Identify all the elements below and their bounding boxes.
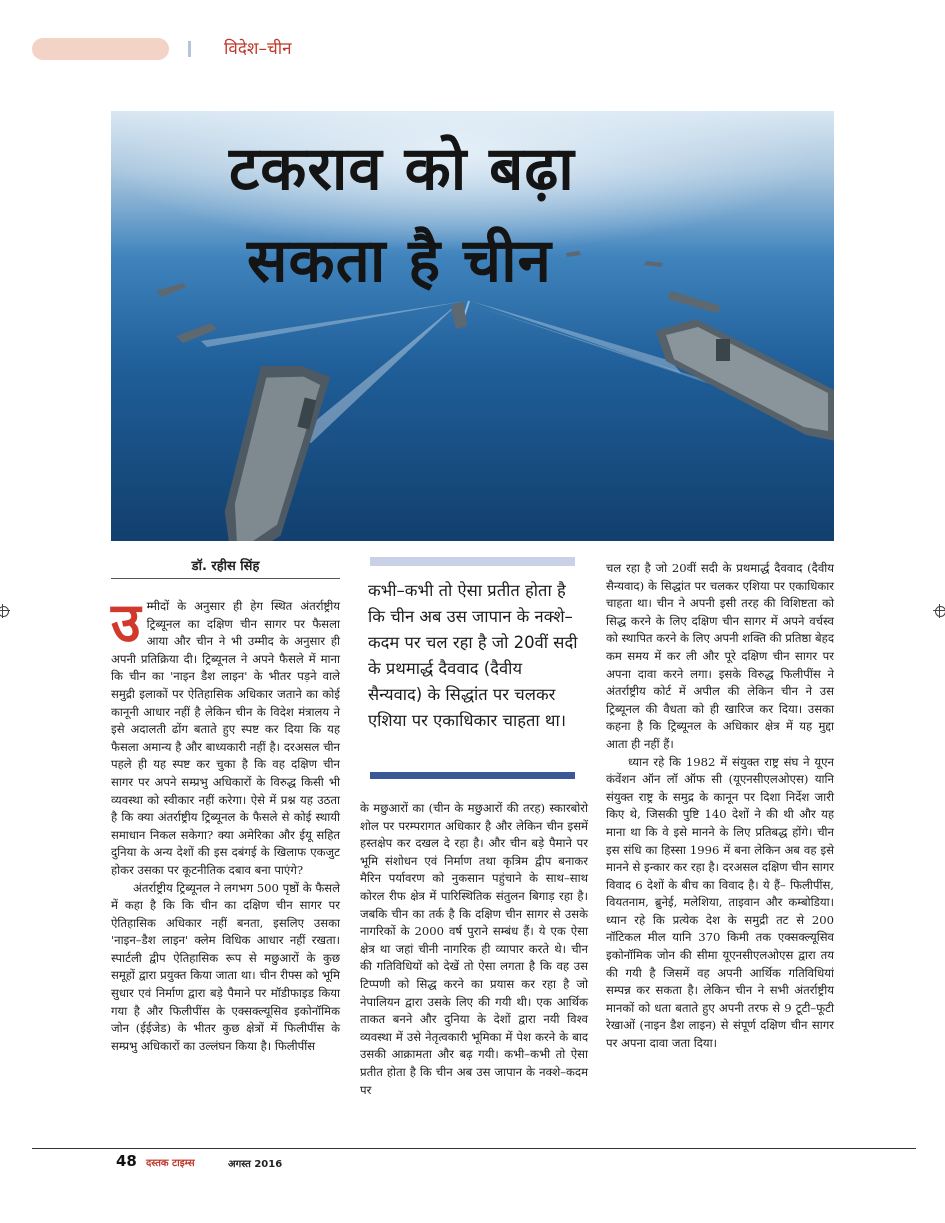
hero-image [111,111,834,541]
column-3-paragraph-2: ध्यान रहे कि 1982 में संयुक्त राष्ट्र संघ ने यूएन कंवेंशन ऑन लॉ ऑफ सी (यूएनसीएलओएस) यानि संयुक्त राष्ट्र के समुद्र के कानून पर दिशा निर्देश जारी किए थे, जिसकी पुष्टि 140 देशों ने की थी और यह माना था कि वे इसे मानने के लिए प्रतिबद्ध होंगे। चीन इस संधि का हिस्सा 1996 में बना लेकिन अब वह इसे मानने से इन्कार कर रहा है। दरअसल दक्षिण चीन सागर विवाद 6 देशों के बीच का विवाद है। ये हैं– फिलीपींस, वियतनाम, ब्रुनेई, मलेशिया, ताइवान और कम्बोडिया। ध्यान रहे कि प्रत्येक देश के समुद्री तट से 200 नॉटिकल मील यानि 370 किमी तक एक्सक्ल्यूसिव इकोनॉमिक जोन की सीमा यूएनसीएलओएस द्वारा तय की गयी है जिसमें वह अपनी आर्थिक गतिविधियां सम्पन्न कर सकता है। लेकिन चीन ने सभी अंतर्राष्ट्रीय मानकों को धता बताते हुए अपनी तरफ से 9 टूटी–फूटी रेखाओं (नाइन डैश लाइन) से संपूर्ण दक्षिण चीन सागर पर अपना दावा जता दिया। [606,754,834,1051]
aircraft-carrier-right [656,319,834,441]
registration-mark-icon [0,604,10,618]
article-column-2 [360,800,588,1099]
drop-cap: उ [111,591,141,654]
headline-line-2: सकता है चीन [247,226,552,296]
pull-quote: कभी–कभी तो ऐसा प्रतीत होता है कि चीन अब उस जापान के नक्शे–कदम पर चल रहा है जो 20वीं सदी के प्रथमार्द्ध दैववाद (दैवीय सैन्यवाद) के सिद्धांत पर चलकर एशिया पर एकाधिकार चाहता था। [368,581,578,730]
pullquote-bottom-bar [370,772,575,779]
headline-line-1: टकराव को बढ़ा [229,134,575,204]
issue-date: अगस्त 2016 [228,1159,283,1170]
page-number: 48 [116,1152,137,1170]
column-2-paragraph-1: के मछुआरों का (चीन के मछुआरों की तरह) स्कारबोरो शोल पर परम्परागत अधिकार है और लेकिन चीन इसमें हस्तक्षेप कर दखल दे रहा है। और चीन बड़े पैमाने पर भूमि संशोधन एवं निर्माण तथा कृत्रिम द्वीप बनाकर मैरिन पर्यावरण को नुकसान पहुंचाने के साथ–साथ कोरल रीफ क्षेत्र में पारिस्थितिक संतुलन बिगाड़ रहा है। जबकि चीन का तर्क है कि दक्षिण चीन सागर से उसके नागरिकों के 2000 वर्ष पुराने सम्बंध हैं। ये एक ऐसा क्षेत्र था जहां चीनी नागरिक ही व्यापार करते थे। चीन की गतिविधियों को देखें तो ऐसा लगता है कि वह उस टिप्पणी को सिद्ध करने का प्रयास कर रहा है जो नेपालियन द्वारा उसके लिए की गयी थी। एक आर्थिक ताकत बनने और दुनिया के देशों द्वारा नयी विश्व व्यवस्था में उसे नेतृत्वकारी भूमिका में पेश करने के बाद उसकी आक्रामता और बढ़ गयी। कभी–कभी तो ऐसा प्रतीत होता है कि चीन अब उस जापान के नक्शे–कदम पर [360,801,588,1097]
section-label: विदेश–चीन [224,39,292,59]
column-1-paragraph-2: अंतर्राष्ट्रीय ट्रिब्यूनल ने लगभग 500 पृष्ठों के फैसले में कहा है कि कि चीन का दक्षिण चीन सागर पर ऐतिहासिक अधिकार नहीं बनता, इसलिए उसका 'नाइन–डैश लाइन' क्लेम विधिक आधार नहीं रखता। स्पार्टली द्वीप ऐतिहासिक रूप से मछुआरों के कुछ समूहों द्वारा प्रयुक्त किया जाता था। चीन रीफ्स को भूमि सुधार एवं निर्माण द्वारा बड़े पैमाने पर मॉडीफाइड किया गया है और फिलीपींस के एक्सक्ल्यूसिव इकोनॉमिक जोन (ईईजेड) के भीतर कुछ क्षेत्रों में फिलीपींस के सम्प्रभु अधिकारों का उल्लंघन किया है। फिलीपींस [111,880,340,1053]
aircraft-carrier-left [213,356,332,541]
article-headline [229,123,575,307]
byline-divider [111,578,340,579]
footer-rule [32,1148,916,1149]
header-decoration-pill [32,38,169,60]
column-1-paragraph-1: म्मीदों के अनुसार ही हेग स्थित अंतर्राष्ट्रीय ट्रिब्यूनल का दक्षिण चीन सागर पर फैसला आया और चीन ने भी उम्मीद के अनुसार ही अपनी प्रतिक्रिया दी। ट्रिब्यूनल ने अपने फैसले में माना कि चीन का 'नाइन डैश लाइन' के भीतर पड़ने वाले समुद्री इलाकों पर ऐतिहासिक अधिकार जताने का कोई कानूनी आधार नहीं है लेकिन चीन के विदेश मंत्रालय ने इसे अदालती ढोंग बताते हुए स्पष्ट कर दिया कि यह फैसला अमान्य है और बाध्यकारी नहीं है। दरअसल चीन पहले ही यह स्पष्ट कर चुका है कि वह दक्षिण चीन सागर पर अपने सम्प्रभु अधिकारों के विरुद्ध किसी भी व्यवस्था को स्वीकार नहीं करेगा। ऐसे में प्रश्न यह उठता है कि क्या अंतर्राष्ट्रीय ट्रिब्यूनल के फैसले से कोई स्थायी समाधान निकल सकेगा? क्या अमेरिका और ईयू सहित दुनिया के अन्य देशों की इस दबंगई के खिलाफ एकजुट होकर उसका पर कूटनीतिक दबाव बना पाएंगे? [111,599,340,877]
column-3-paragraph-1: चल रहा है जो 20वीं सदी के प्रथमार्द्ध दैववाद (दैवीय सैन्यवाद) के सिद्धांत पर चलकर एशिया पर एकाधिकार चाहता था। चीन ने अपनी इसी तरह की विशिष्टता को सिद्ध करने के लिए दक्षिण चीन सागर में अपने वर्चस्व को स्थापित करने के लिए अपनी शक्ति की प्रतिष्ठा बेहद कम समय में कर ली और पूरे दक्षिण चीन सागर पर अपना दावा करने लगा। इसके विरुद्ध फिलीपींस ने अंतर्राष्ट्रीय कोर्ट में अपील की लेकिन चीन ने उस ट्रिब्यूनल की वैधता को ही खारिज कर दिया। उसका कहना है कि ट्रिब्यूनल के अधिकार क्षेत्र में यह मुद्दा आता ही नहीं हैं। [606,561,834,751]
article-column-3 [606,560,834,1053]
pullquote-top-bar [370,557,575,566]
author-byline: डॉ. रहीस सिंह [191,559,260,574]
magazine-name: दस्तक टाइम्स [146,1158,195,1169]
header-divider [188,41,191,57]
article-column-1 [111,591,340,1055]
registration-mark-icon [933,604,945,618]
